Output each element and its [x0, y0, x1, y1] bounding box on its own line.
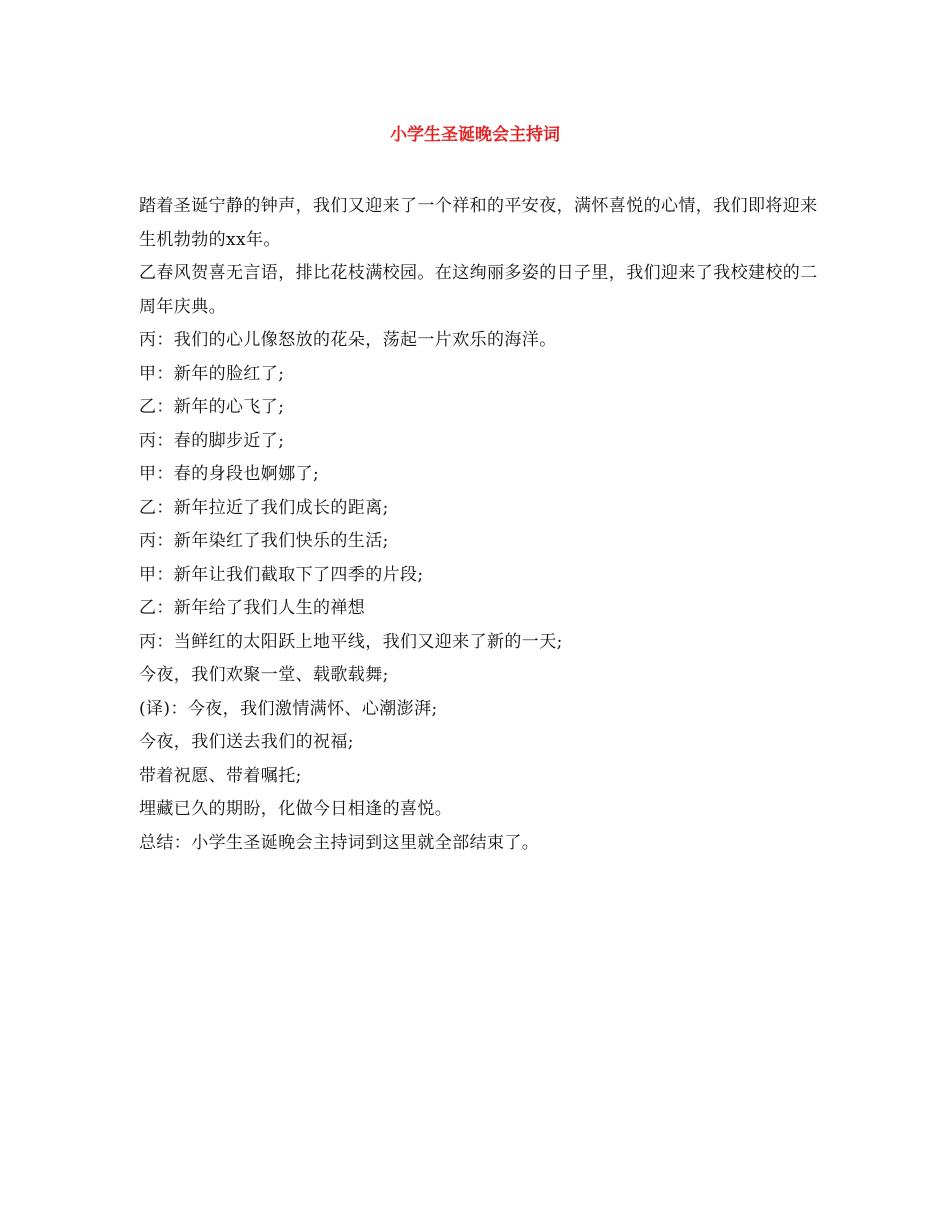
paragraph-6: 丙：春的脚步近了;	[139, 430, 285, 451]
paragraph-10: 甲：新年让我们截取下了四季的片段;	[139, 564, 424, 585]
paragraph-1: 踏着圣诞宁静的钟声，我们又迎来了一个祥和的平安夜，满怀喜悦的心情，我们即将迎来生机勃勃的xx年。	[139, 196, 818, 250]
paragraph-11: 乙：新年给了我们人生的禅想	[139, 598, 366, 618]
paragraph-9: 丙：新年染红了我们快乐的生活;	[139, 531, 389, 551]
paragraph-13: 今夜，我们欢聚一堂、载歌载舞;	[139, 665, 389, 685]
document-body	[139, 190, 829, 860]
paragraph-17: 埋藏已久的期盼，化做今日相逢的喜悦。	[139, 799, 453, 819]
paragraph-3: 丙：我们的心儿像怒放的花朵，荡起一片欢乐的海洋。	[139, 330, 557, 350]
paragraph-7: 甲：春的身段也婀娜了;	[139, 464, 320, 484]
paragraph-16: 带着祝愿、带着嘱托;	[139, 765, 302, 786]
document-title: 小学生圣诞晚会主持词	[390, 125, 560, 145]
paragraph-4: 甲：新年的脸红了;	[139, 363, 285, 384]
paragraph-14: (译)：今夜，我们激情满怀、心潮澎湃;	[139, 698, 438, 719]
paragraph-5: 乙：新年的心飞了;	[139, 397, 285, 417]
paragraph-2: 乙春风贺喜无言语，排比花枝满校园。在这绚丽多姿的日子里，我们迎来了我校建校的二周年庆典。	[139, 263, 818, 317]
paragraph-18: 总结：小学生圣诞晚会主持词到这里就全部结束了。	[139, 832, 540, 853]
paragraph-8: 乙：新年拉近了我们成长的距离;	[139, 497, 389, 518]
paragraph-15: 今夜，我们送去我们的祝福;	[139, 732, 354, 752]
paragraph-12: 丙：当鲜红的太阳跃上地平线，我们又迎来了新的一天;	[139, 631, 563, 652]
